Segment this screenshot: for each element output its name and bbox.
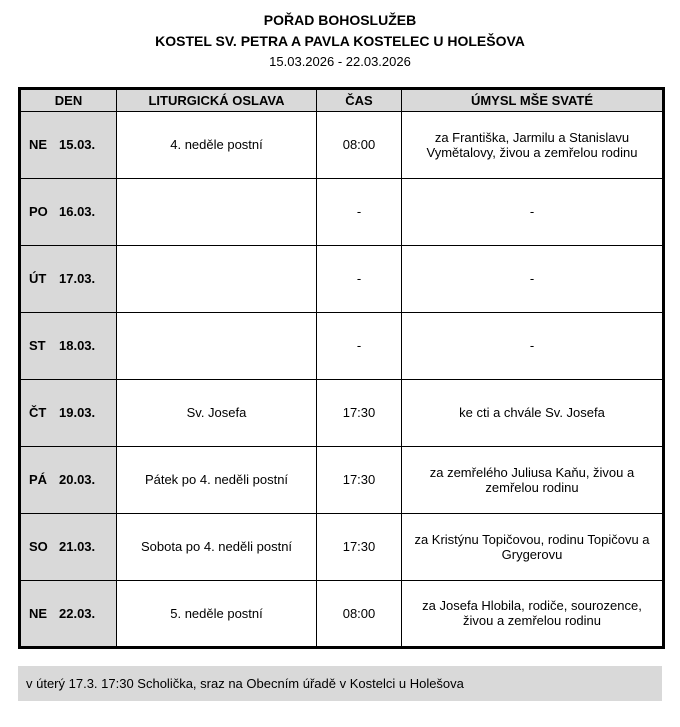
time-cell: 08:00 (317, 111, 402, 178)
time-cell: - (317, 312, 402, 379)
day-abbr: PO (29, 204, 48, 219)
celebration-cell: Sobota po 4. neděli postní (117, 513, 317, 580)
day-date: 21.03. (59, 539, 96, 554)
celebration-cell: Sv. Josefa (117, 379, 317, 446)
celebration-cell (117, 312, 317, 379)
table-row (20, 379, 664, 446)
time-cell: 17:30 (317, 513, 402, 580)
day-cell (20, 513, 117, 580)
day-date: 22.03. (59, 605, 96, 621)
day-cell (20, 580, 117, 647)
intention-cell: ke cti a chvále Sv. Josefa (402, 379, 664, 446)
day-date: 18.03. (59, 338, 96, 353)
day-date: 15.03. (59, 137, 96, 152)
page-header (18, 10, 662, 72)
day-abbr: NE (29, 137, 48, 152)
day-date: 20.03. (59, 472, 96, 487)
day-date: 17.03. (59, 271, 96, 286)
table-row (20, 580, 664, 647)
intention-cell: za zemřelého Juliusa Kaňu, živou a zemřelou rodinu (402, 446, 664, 513)
day-abbr: ČT (29, 405, 47, 420)
col-header-celebration: LITURGICKÁ OSLAVA (117, 88, 317, 111)
time-cell: - (317, 245, 402, 312)
day-cell (20, 312, 117, 379)
intention-cell: - (402, 245, 664, 312)
day-date: 16.03. (59, 204, 96, 219)
table-row (20, 513, 664, 580)
day-abbr: PÁ (29, 472, 48, 487)
intention-cell: za Josefa Hlobila, rodiče, sourozence, živou a zemřelou rodinu (402, 580, 664, 647)
time-cell: 17:30 (317, 446, 402, 513)
col-header-time: ČAS (317, 88, 402, 111)
celebration-cell: 4. neděle postní (117, 111, 317, 178)
intention-cell: - (402, 312, 664, 379)
table-row (20, 111, 664, 178)
col-header-day: DEN (20, 88, 117, 111)
table-row (20, 245, 664, 312)
footer-note: v úterý 17.3. 17:30 Scholička, sraz na Obecním úřadě v Kostelci u Holešova (18, 666, 662, 701)
date-range: 15.03.2026 - 22.03.2026 (269, 54, 411, 69)
day-cell (20, 245, 117, 312)
day-abbr: ÚT (29, 271, 47, 286)
intention-cell: za Kristýnu Topičovou, rodinu Topičovu a Grygerovu (402, 513, 664, 580)
day-abbr: ST (29, 338, 46, 353)
col-header-intention: ÚMYSL MŠE SVATÉ (402, 88, 664, 111)
celebration-cell: 5. neděle postní (117, 580, 317, 647)
time-cell: 08:00 (317, 580, 402, 647)
time-cell: 17:30 (317, 379, 402, 446)
mass-schedule-table (18, 87, 665, 649)
day-abbr: NE (29, 605, 48, 621)
celebration-cell (117, 245, 317, 312)
table-row (20, 312, 664, 379)
day-cell (20, 446, 117, 513)
celebration-cell: Pátek po 4. neděli postní (117, 446, 317, 513)
church-name: KOSTEL SV. PETRA A PAVLA KOSTELEC U HOLEŠOVA (155, 33, 525, 49)
table-header-row (20, 88, 664, 111)
page-title: POŘAD BOHOSLUŽEB (263, 12, 417, 28)
time-cell: - (317, 178, 402, 245)
day-cell (20, 379, 117, 446)
celebration-cell (117, 178, 317, 245)
intention-cell: - (402, 178, 664, 245)
table-row (20, 178, 664, 245)
intention-cell: za Františka, Jarmilu a Stanislavu Vymětalovy, živou a zemřelou rodinu (402, 111, 664, 178)
table-row (20, 446, 664, 513)
day-cell (20, 178, 117, 245)
day-abbr: SO (29, 539, 48, 554)
day-cell (20, 111, 117, 178)
day-date: 19.03. (59, 405, 96, 420)
